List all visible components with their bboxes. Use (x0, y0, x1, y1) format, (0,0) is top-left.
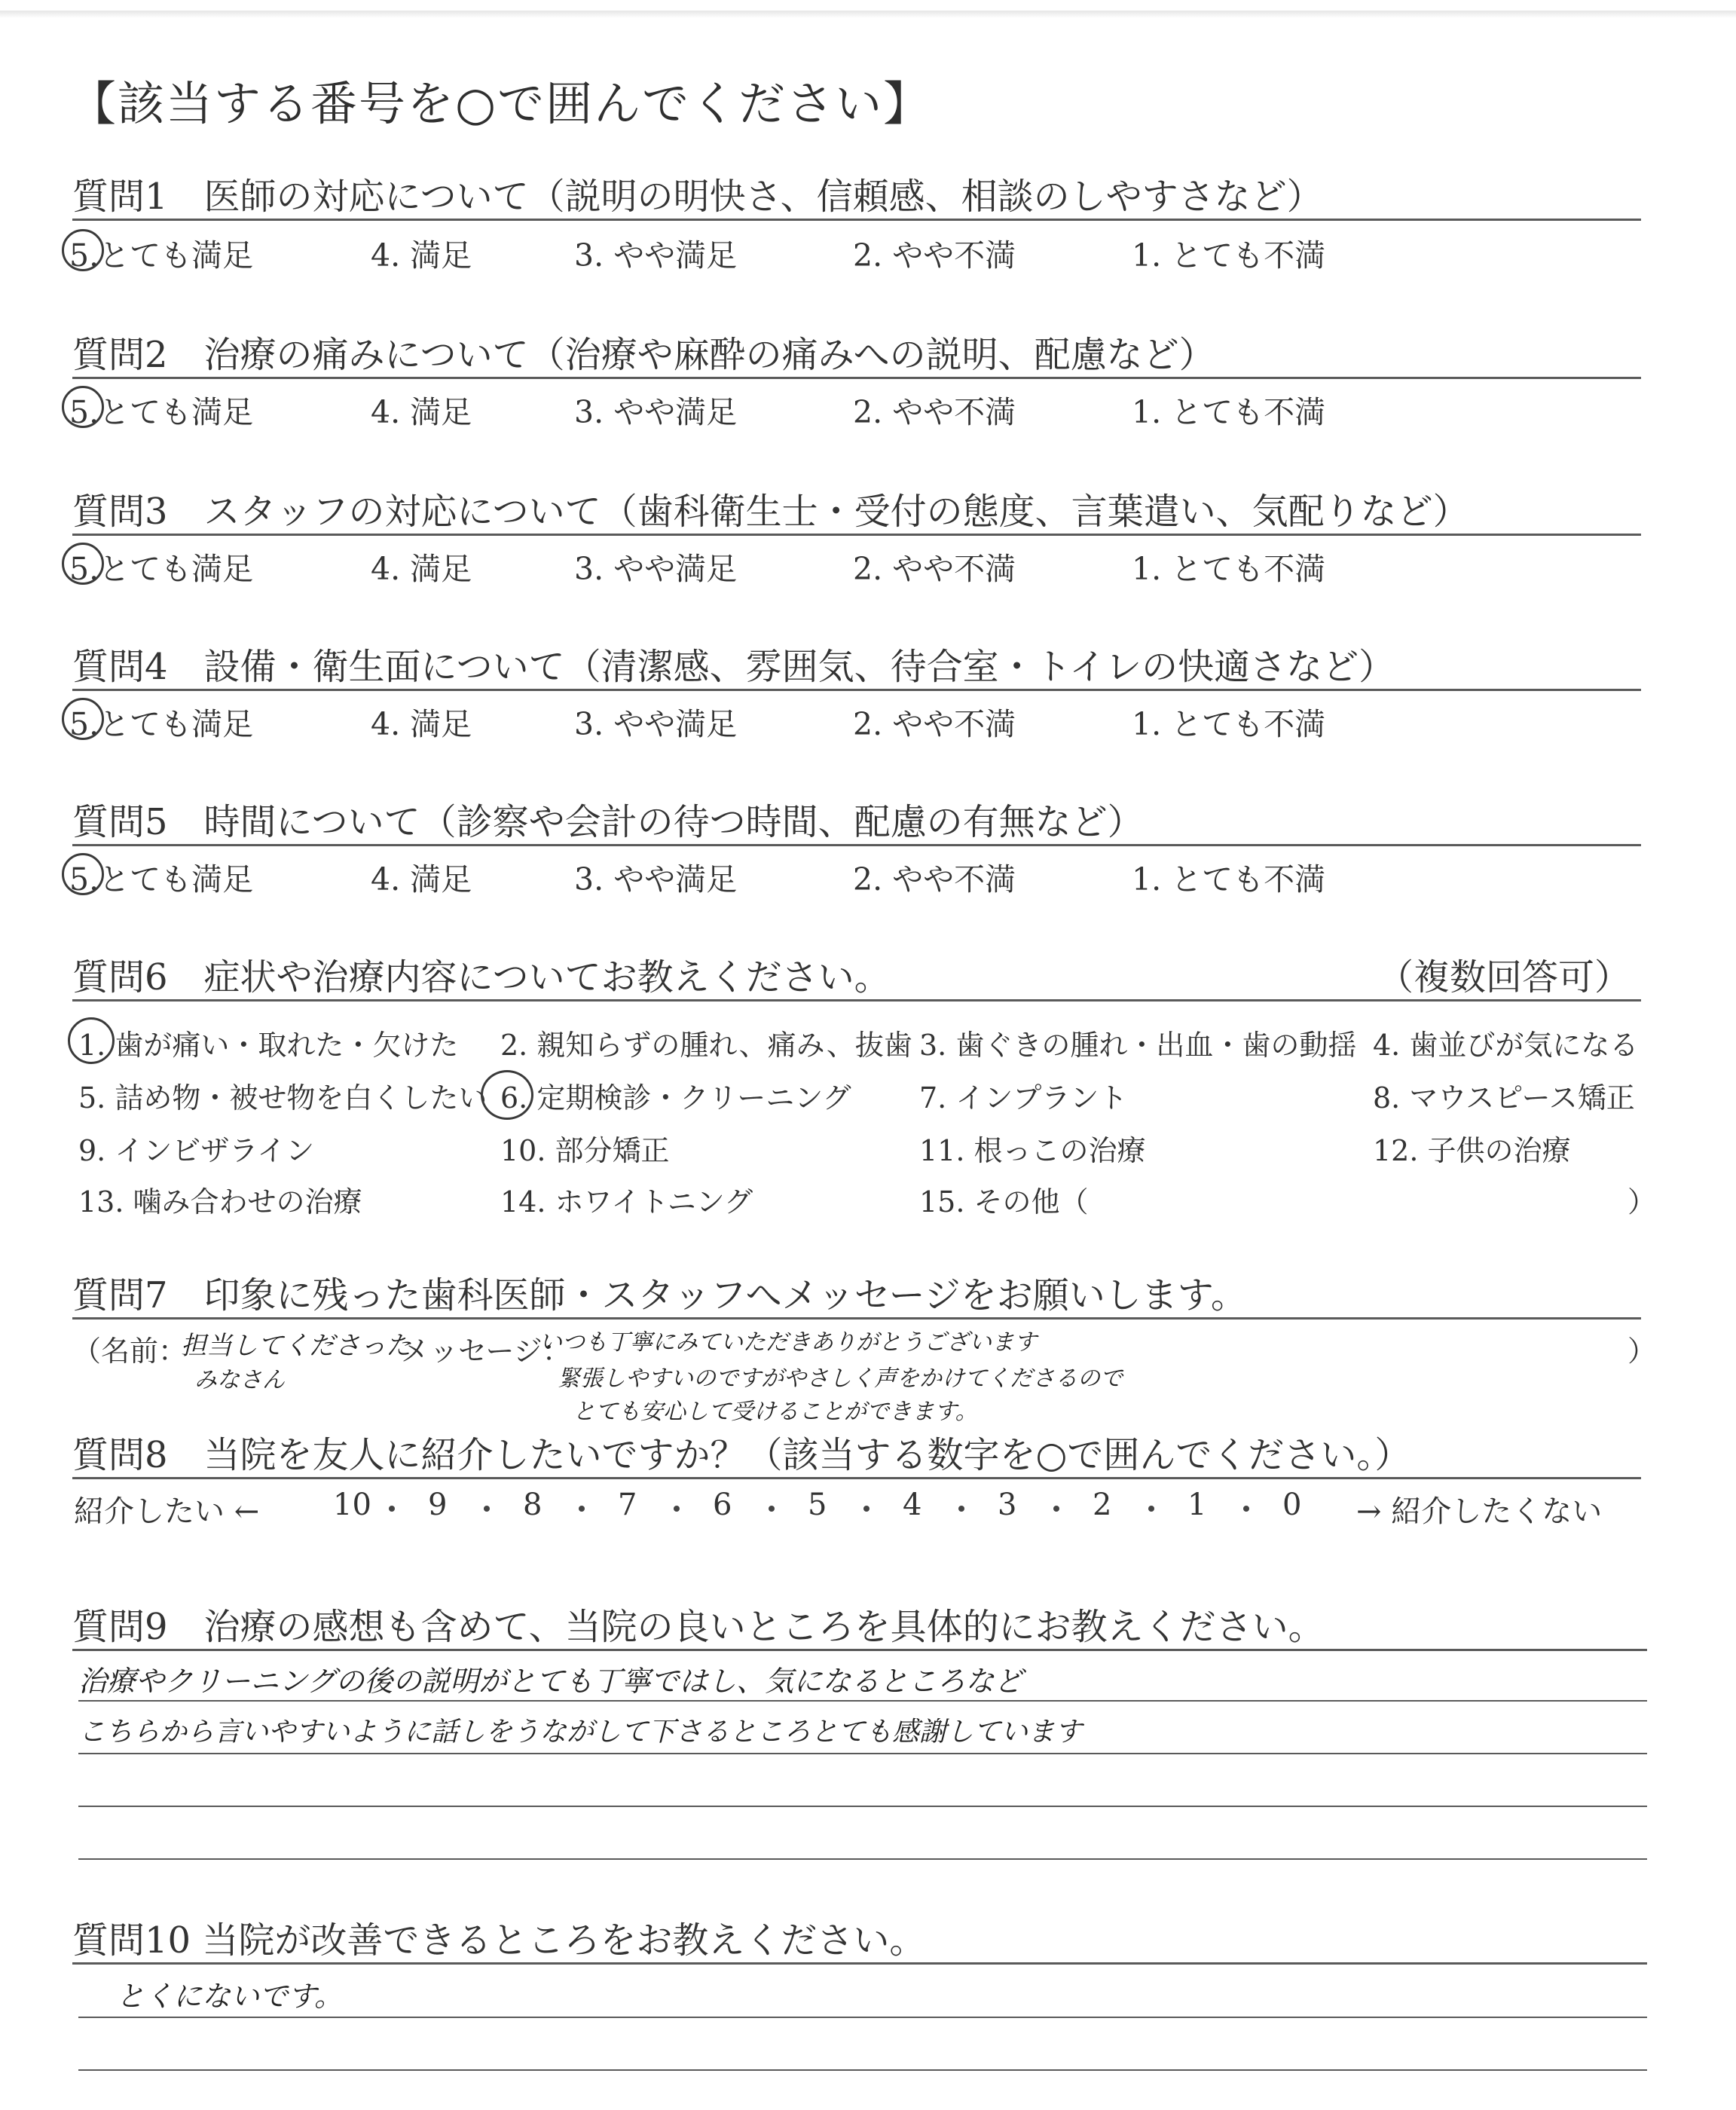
q2-option-2[interactable]: 2. やや不満 (853, 394, 1016, 430)
question-4-title: 質問4 設備・衛生面について（清潔感、雰囲気、待合室・トイレの快適さなど） (72, 646, 1395, 688)
q10-answer-rule-2 (78, 2069, 1647, 2071)
q3-selection-circle (62, 543, 104, 585)
q8-left-label: 紹介したい ← (74, 1494, 260, 1529)
page-top-edge (0, 11, 1736, 18)
q1-option-5[interactable]: 5.とても満足 (69, 237, 254, 274)
q1-option-1[interactable]: 1. とても不満 (1132, 237, 1326, 274)
q6-option-4[interactable]: 4. 歯並びが気になる (1373, 1029, 1639, 1062)
question-7-rule (72, 1317, 1641, 1320)
q1-option-2[interactable]: 2. やや不満 (853, 237, 1016, 274)
q6-option-10[interactable]: 10. 部分矯正 (500, 1134, 670, 1167)
q8-scale-10[interactable]: 10 (333, 1488, 371, 1522)
q6-selection-circle-6 (481, 1070, 533, 1120)
q8-scale-7[interactable]: 7 (618, 1488, 637, 1522)
question-8-title: 質問8 当院を友人に紹介したいですか？（該当する数字を○で囲んでください。） (72, 1434, 1411, 1476)
question-3-title: 質問3 スタッフの対応について（歯科衛生士・受付の態度、言葉遣い、気配りなど） (72, 491, 1469, 533)
q8-scale-separator-dot (769, 1506, 775, 1512)
question-5-title: 質問5 時間について（診察や会計の待つ時間、配慮の有無など） (72, 801, 1144, 843)
q8-scale-1[interactable]: 1 (1187, 1488, 1207, 1522)
q7-close-paren: ） (1628, 1335, 1657, 1368)
q2-option-4[interactable]: 4. 満足 (371, 394, 472, 430)
q8-scale-separator-dot (674, 1506, 680, 1512)
q8-scale-6[interactable]: 6 (713, 1488, 732, 1522)
q4-option-1[interactable]: 1. とても不満 (1132, 706, 1326, 742)
q7-message-handwritten-2: 緊張しやすいのですがやさしく声をかけてくださるので (558, 1365, 1123, 1392)
q8-scale-separator-dot (579, 1506, 585, 1512)
q8-scale-8[interactable]: 8 (523, 1488, 542, 1522)
q6-option-3[interactable]: 3. 歯ぐきの腫れ・出血・歯の動揺 (919, 1029, 1357, 1062)
q4-option-5[interactable]: 5.とても満足 (69, 706, 254, 742)
q5-option-2[interactable]: 2. やや不満 (853, 861, 1016, 898)
q6-option-12[interactable]: 12. 子供の治療 (1373, 1134, 1571, 1167)
q7-name-handwritten-1: 担当してくださった (181, 1331, 411, 1361)
q8-scale-0[interactable]: 0 (1282, 1488, 1302, 1522)
question-6-note: （複数回答可） (1377, 956, 1631, 998)
q8-scale-separator-dot (1148, 1506, 1154, 1512)
q6-option-5[interactable]: 5. 詰め物・被せ物を白くしたい (78, 1081, 487, 1115)
q10-answer-line-1: とくにないです。 (116, 1980, 343, 2013)
q4-option-3[interactable]: 3. やや満足 (574, 706, 738, 742)
q5-option-1[interactable]: 1. とても不満 (1132, 861, 1326, 898)
q6-option-9[interactable]: 9. インビザライン (78, 1134, 315, 1167)
q6-option-6[interactable]: 6. 定期検診・クリーニング (500, 1081, 851, 1115)
q10-answer-rule-1 (78, 2017, 1647, 2018)
question-5-rule (72, 844, 1641, 846)
q2-option-3[interactable]: 3. やや満足 (574, 394, 738, 430)
q7-name-handwritten-2: みなさん (194, 1367, 285, 1393)
q6-option-11[interactable]: 11. 根っこの治療 (919, 1134, 1146, 1167)
q8-right-label: → 紹介したくない (1356, 1494, 1603, 1529)
q8-scale-separator-dot (958, 1506, 964, 1512)
question-9-rule (72, 1649, 1647, 1651)
page-heading: 【該当する番号を○で囲んでください】 (69, 76, 932, 131)
question-8-rule (72, 1477, 1641, 1479)
q6-option-7[interactable]: 7. インプラント (919, 1081, 1128, 1115)
q8-scale-3[interactable]: 3 (998, 1488, 1017, 1522)
q2-option-1[interactable]: 1. とても不満 (1132, 394, 1326, 430)
q5-option-3[interactable]: 3. やや満足 (574, 861, 738, 898)
question-2-rule (72, 377, 1641, 379)
q3-option-2[interactable]: 2. やや不満 (853, 551, 1016, 587)
q8-scale-separator-dot (389, 1506, 395, 1512)
q1-option-4[interactable]: 4. 満足 (371, 237, 472, 274)
question-1-title: 質問1 医師の対応について（説明の明快さ、信頼感、相談のしやすさなど） (72, 176, 1323, 218)
q8-scale-separator-dot (1053, 1506, 1059, 1512)
q6-other-close-paren: ） (1628, 1185, 1657, 1219)
question-9-title: 質問9 治療の感想も含めて、当院の良いところを具体的にお教えください。 (72, 1606, 1325, 1648)
q6-option-1[interactable]: 1. 歯が痛い・取れた・欠けた (78, 1029, 459, 1062)
question-1-rule (72, 219, 1641, 221)
q8-scale-separator-dot (484, 1506, 490, 1512)
q5-selection-circle (62, 853, 104, 895)
q1-option-3[interactable]: 3. やや満足 (574, 237, 738, 274)
q3-option-4[interactable]: 4. 満足 (371, 551, 472, 587)
q9-answer-rule-3 (78, 1806, 1647, 1807)
q8-scale-2[interactable]: 2 (1093, 1488, 1112, 1522)
q3-option-1[interactable]: 1. とても不満 (1132, 551, 1326, 587)
q7-message-label: メッセージ： (401, 1335, 571, 1368)
question-10-title: 質問10 当院が改善できるところをお教えください。 (72, 1919, 926, 1962)
q6-option-8[interactable]: 8. マウスピース矯正 (1373, 1081, 1635, 1115)
question-2-title: 質問2 治療の痛みについて（治療や麻酔の痛みへの説明、配慮など） (72, 334, 1215, 376)
q9-answer-rule-2 (78, 1753, 1647, 1754)
question-7-title: 質問7 印象に残った歯科医師・スタッフへメッセージをお願いします。 (72, 1274, 1247, 1316)
q8-scale-9[interactable]: 9 (428, 1488, 448, 1522)
q7-message-handwritten-1: いつも丁寧にみていただきありがとうございます (539, 1329, 1037, 1356)
q6-option-2[interactable]: 2. 親知らずの腫れ、痛み、抜歯 (500, 1029, 912, 1062)
question-4-rule (72, 689, 1641, 691)
q4-selection-circle (62, 698, 104, 740)
q8-scale-separator-dot (863, 1506, 870, 1512)
q8-scale-4[interactable]: 4 (903, 1488, 922, 1522)
q6-option-13[interactable]: 13. 噛み合わせの治療 (78, 1185, 362, 1219)
q9-answer-line-1: 治療やクリーニングの後の説明がとても丁寧ではし、気になるところなど (78, 1665, 1023, 1698)
q6-option-14[interactable]: 14. ホワイトニング (500, 1185, 753, 1219)
q2-selection-circle (62, 386, 104, 428)
q6-selection-circle-1 (68, 1017, 115, 1064)
question-6-rule (72, 999, 1641, 1001)
q2-option-5[interactable]: 5.とても満足 (69, 394, 254, 430)
q9-answer-rule-1 (78, 1700, 1647, 1702)
q3-option-5[interactable]: 5.とても満足 (69, 551, 254, 587)
question-3-rule (72, 534, 1641, 536)
question-10-rule (72, 1962, 1647, 1965)
q9-answer-line-2: こちらから言いやすいように話しをうながして下さるところとても感謝しています (78, 1717, 1083, 1748)
q6-option-15[interactable]: 15. その他（ (919, 1185, 1089, 1219)
q3-option-3[interactable]: 3. やや満足 (574, 551, 738, 587)
q8-scale-5[interactable]: 5 (808, 1488, 827, 1522)
q4-option-4[interactable]: 4. 満足 (371, 706, 472, 742)
q4-option-2[interactable]: 2. やや不満 (853, 706, 1016, 742)
q8-scale-separator-dot (1243, 1506, 1249, 1512)
q9-answer-rule-4 (78, 1858, 1647, 1860)
q7-message-handwritten-3: とても安心して受けることができます。 (573, 1399, 978, 1425)
q7-name-label: （名前： (72, 1335, 188, 1368)
q5-option-5[interactable]: 5.とても満足 (69, 861, 254, 898)
q5-option-4[interactable]: 4. 満足 (371, 861, 472, 898)
q1-selection-circle (62, 229, 104, 271)
question-6-title: 質問6 症状や治療内容についてお教えください。 (72, 956, 891, 998)
